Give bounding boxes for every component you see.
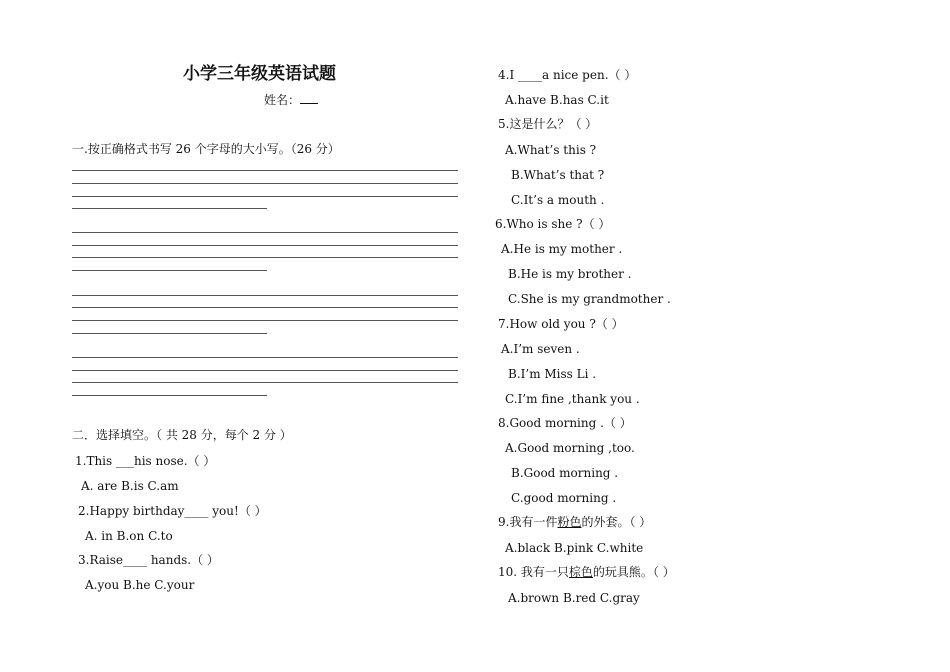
- question-10-stem-post: 的玩具熊。（ ）: [592, 565, 675, 579]
- writing-line[interactable]: [72, 170, 458, 171]
- writing-line[interactable]: [72, 307, 458, 308]
- question-8-stem: 8.Good morning .（ ）: [498, 416, 632, 430]
- question-7-option-b: B.I’m Miss Li .: [508, 367, 597, 381]
- writing-line[interactable]: [72, 245, 458, 246]
- question-6-option-c: C.She is my grandmother .: [508, 292, 671, 306]
- question-3-stem: 3.Raise____ hands.（ ）: [78, 553, 219, 567]
- page-title: 小学三年级英语试题: [183, 64, 336, 84]
- question-5-stem: 5.这是什么？（ ）: [498, 117, 598, 131]
- question-7-stem: 7.How old you ?（ ）: [498, 317, 624, 331]
- writing-line[interactable]: [72, 370, 458, 371]
- question-6-option-b: B.He is my brother .: [508, 267, 632, 281]
- name-field[interactable]: [264, 91, 318, 108]
- writing-line[interactable]: [72, 183, 458, 184]
- question-8-option-b: B.Good morning .: [511, 466, 619, 480]
- question-5-option-a: A.What’s this ?: [505, 143, 597, 157]
- question-9-options: A.black B.pink C.white: [505, 541, 644, 555]
- question-1-options: A. are B.is C.am: [81, 479, 179, 493]
- question-8-option-c: C.good morning .: [511, 491, 617, 505]
- writing-line[interactable]: [72, 357, 458, 358]
- question-10-underlined-word: 棕色: [568, 565, 593, 579]
- section1-heading: 一.按正确格式书写 26 个字母的大小写。（26 分）: [72, 142, 340, 156]
- question-7-option-a: A.I’m seven .: [501, 342, 580, 356]
- writing-line[interactable]: [72, 270, 267, 271]
- question-1-stem: 1.This ___his nose.（ ）: [75, 454, 216, 468]
- name-blank[interactable]: [300, 91, 318, 104]
- question-9-underlined-word: 粉色: [557, 515, 582, 529]
- question-8-option-a: A.Good morning ,too.: [505, 441, 635, 455]
- question-4-stem: 4.I ____a nice pen.（ ）: [498, 68, 637, 82]
- question-5-option-b: B.What’s that ?: [511, 168, 605, 182]
- question-2-stem: 2.Happy birthday____ you!（ ）: [78, 504, 267, 518]
- question-6-stem: 6.Who is she ?（ ）: [495, 217, 611, 231]
- question-9-stem-pre: 9.我有一件: [498, 515, 558, 529]
- writing-line[interactable]: [72, 395, 267, 396]
- question-10-options: A.brown B.red C.gray: [508, 591, 640, 605]
- question-4-options: A.have B.has C.it: [505, 93, 609, 107]
- question-2-options: A. in B.on C.to: [85, 529, 173, 543]
- name-label: 姓名：: [264, 93, 301, 107]
- question-9-stem: [498, 514, 651, 530]
- writing-line[interactable]: [72, 208, 267, 209]
- question-3-options: A.you B.he C.your: [85, 578, 195, 592]
- question-5-option-c: C.It’s a mouth .: [511, 193, 605, 207]
- writing-line[interactable]: [72, 320, 458, 321]
- writing-line[interactable]: [72, 382, 458, 383]
- question-6-option-a: A.He is my mother .: [501, 242, 623, 256]
- question-7-option-c: C.I’m fine ,thank you .: [505, 392, 640, 406]
- writing-line[interactable]: [72, 196, 458, 197]
- writing-line[interactable]: [72, 333, 267, 334]
- writing-line[interactable]: [72, 232, 458, 233]
- writing-line[interactable]: [72, 257, 458, 258]
- question-10-stem: [498, 564, 675, 580]
- section2-heading: 二．选择填空。（ 共 28 分，每个 2 分 ）: [72, 428, 292, 442]
- writing-line[interactable]: [72, 295, 458, 296]
- question-10-stem-pre: 10. 我有一只: [498, 565, 569, 579]
- question-9-stem-post: 的外套。（ ）: [581, 515, 652, 529]
